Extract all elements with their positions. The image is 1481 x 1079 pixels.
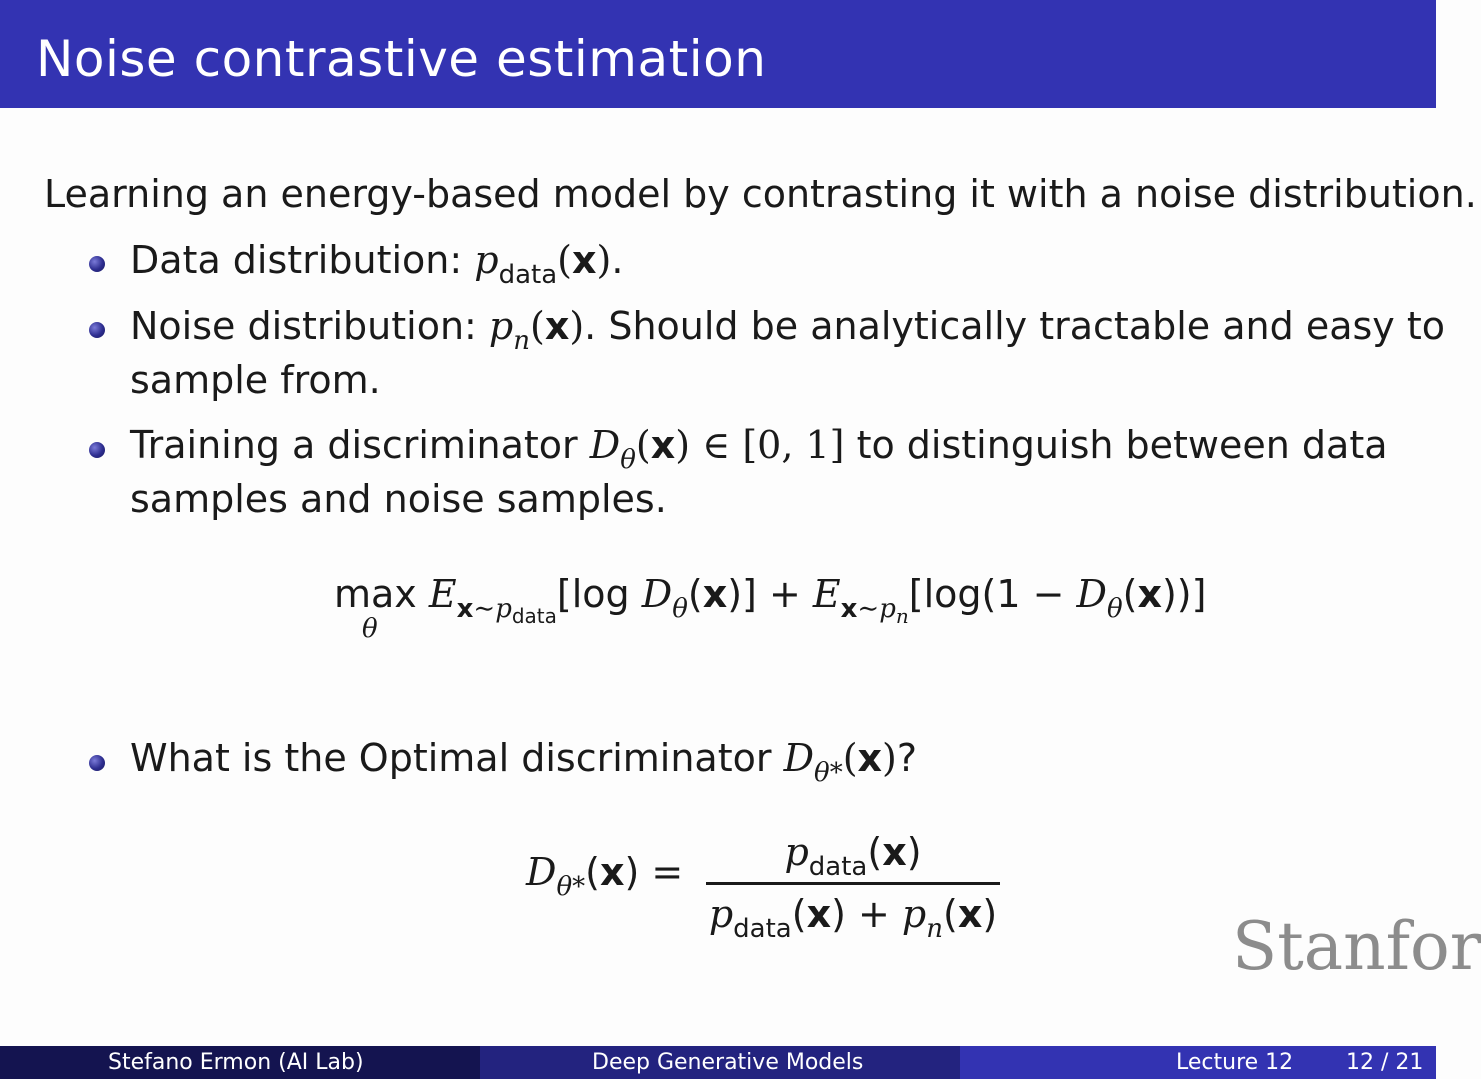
bullet-text: What is the Optimal discriminator <box>130 736 784 780</box>
bullet-marker <box>89 755 105 771</box>
math-discriminator-range: $D_\theta(x)$ ∈ [0, 1] <box>589 423 845 475</box>
optimal-discriminator-lhs: $D_{\theta*}(x)$ = <box>526 850 684 902</box>
footer-page-number: 12 / 21 <box>1346 1050 1424 1075</box>
footer-author-segment <box>0 1046 480 1079</box>
stanford-logo: Stanfor <box>1232 908 1481 985</box>
bullet-marker <box>89 442 105 458</box>
intro-text: Learning an energy-based model by contrasting it with a noise distribution. <box>44 172 1477 216</box>
footer-course-segment <box>480 1046 960 1079</box>
bullet-text-rest: to distinguish between data <box>844 423 1388 467</box>
bullet-discriminator-continuation: samples and noise samples. <box>130 477 667 521</box>
bullet-text: Training a discriminator <box>130 423 590 467</box>
math-d-theta-star: $D_{\theta*}(x)$ <box>783 736 897 788</box>
footer-bar <box>0 1046 1436 1079</box>
bullet-text: Data distribution: <box>130 238 475 282</box>
bullet-noise-distribution <box>130 304 1445 356</box>
footer-course: Deep Generative Models <box>592 1050 864 1075</box>
math-p-data-x: $p_{data}(x)$ <box>474 238 612 290</box>
slide-title: Noise contrastive estimation <box>36 30 767 88</box>
bullet-text-rest: . Should be analytically tractable and easy to <box>584 304 1445 348</box>
footer-lecture: Lecture 12 <box>1176 1050 1294 1075</box>
footer-lecture-segment <box>960 1046 1436 1079</box>
fraction-numerator: $p_{data}(x)$ <box>784 830 922 882</box>
footer-author: Stefano Ermon (AI Lab) <box>108 1050 364 1075</box>
fraction-denominator: $p_{data}(x) + p_n(x)$ <box>708 892 998 944</box>
bullet-data-distribution: Data distribution: $p_{data}(x)$. <box>130 238 624 290</box>
objective-equation: max θ $E_{x\sim p_{data}}[\log$ $D_\theta(x)] + E_{x\sim p_n}[\log(1 - D_\theta(x))]$ <box>334 572 1207 644</box>
bullet-marker <box>89 256 105 272</box>
bullet-noise-continuation: sample from. <box>130 358 381 402</box>
max-operator: max θ <box>334 572 417 644</box>
bullet-optimal-discriminator: What is the Optimal discriminator $D_{\theta*}(x)$? <box>130 736 918 788</box>
bullet-discriminator <box>130 423 1388 475</box>
bullet-text: Noise distribution: <box>130 304 489 348</box>
bullet-marker <box>89 322 105 338</box>
math-p-n-x: $p_n(x)$ <box>488 304 585 356</box>
fraction-bar <box>706 882 1000 885</box>
